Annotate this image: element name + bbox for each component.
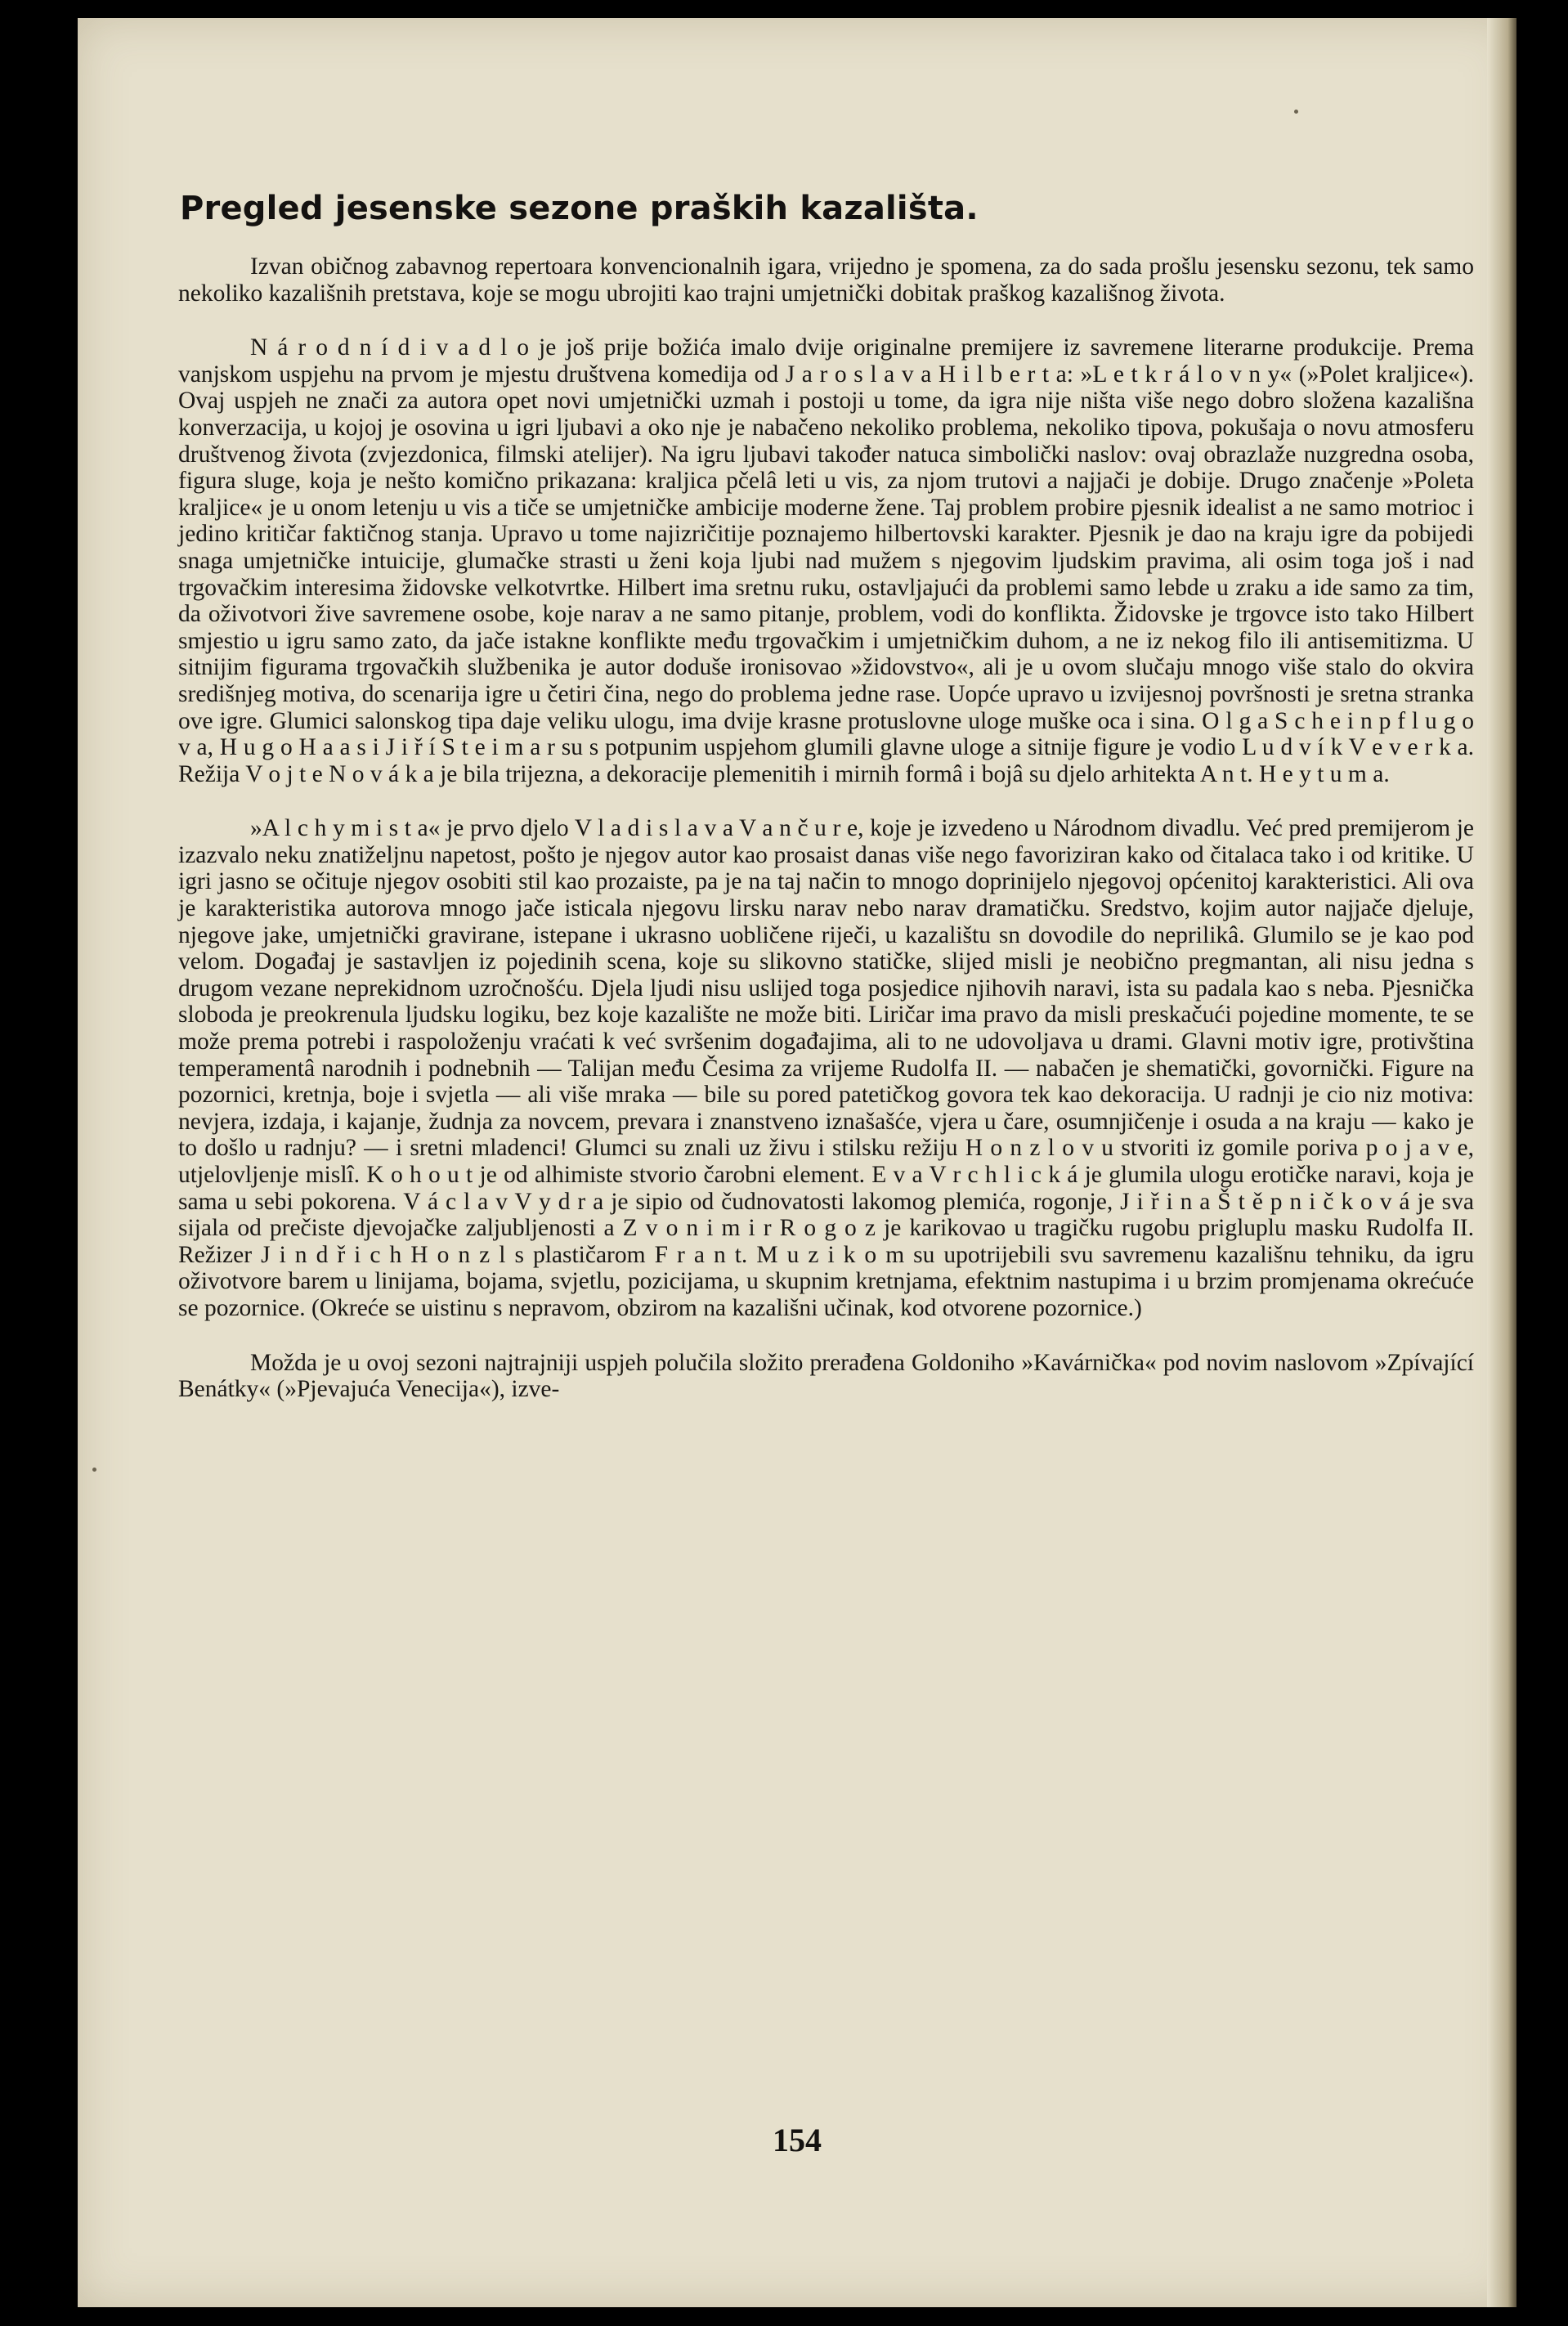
paragraph-intro: Izvan običnog zabavnog repertoara konvencionalnih igara, vrijedno je spomena, za do sada prošlu jesensku sezonu, tek samo nekoliko kazališnih pretstava, koje se mogu ubrojiti kao trajni umjetnički dobitak praškog kazališnog života. xyxy=(178,253,1474,307)
page-spine-shadow xyxy=(1487,18,1516,2307)
article-body xyxy=(178,253,1474,1403)
paragraph-alchymista: »A l c h y m i s t a« je prvo djelo V l a d i s l a v a V a n č u r e, koje je izvedeno u Národnom divadlu. Već pred premijerom je izazvalo neku znatiželjnu napetost, pošto je njegov autor kao prosaist danas više nego favoriziran kako od čitalaca tako i od kritike. U igri jasno se očituje njegov osobiti stil kao prozaiste, pa je na taj način to mnogo doprinijelo njegovoj općenitoj karakteristici. Ali ova je karakteristika autorova mnogo jače isticala njegovu lirsku narav nebo narav dramatičku. Sredstvo, kojim autor najjače djeluje, njegove jake, umjetnički gravirane, istepane i ukrasno uobličene riječi, u kazalištu sn dovodile do neprilikâ. Glumilo se je kao pod velom. Događaj je sastavljen iz pojedinih scena, koje su slikovno statičke, slijed misli je neobično pregmantan, ali nisu jedna s drugom vezane neprekidnom uzročnošću. Djela ljudi nisu uslijed toga posjedice njihovih naravi, ista su padala kao s neba. Pjesnička sloboda je preokrenula ljudsku logiku, bez koje kazalište ne može biti. Liričar ima pravo da misli preskačući pojedine momente, te se može prema potrebi i raspoloženju vraćati k već svršenim događajima, ali to ne udovoljava u drami. Glavni motiv igre, protivština temperamentâ narodnih i podnebnih — Talijan među Česima za vrijeme Rudolfa II. — nabačen je shematički, govornički. Figure na pozornici, kretnja, boje i svjetla — ali više mraka — bile su pored patetičkog govora tek kao dekoracija. U radnji je cio niz motiva: nevjera, izdaja, i kajanje, žudnja za novcem, prevara i znanstveno iznašašće, vjera u čare, osumnjičenje i osuda a na kraju — kako je to došlo u radnju? — i sretni mladenci! Glumci su znali uz živu i stilsku režiju H o n z l o v u stvoriti iz gomile poriva p o j a v e, utjelovljenje mislî. K o h o u t je od alhimiste stvorio čarobni element. E v a V r c h l i c k á je glumila ulogu erotičke naravi, koja je sama u sebi pokorena. V á c l a v V y d r a je sipio od čudnovatosti lakomog plemića, rogonje, J i ř i n a Š t ě p n i č k o v á je sva sijala od prečiste djevojačke zaljubljenosti a Z v o n i m i r R o g o z je karikovao u tragičku rugobu prigluplu masku Rudolfa II. Režizer J i n d ř i c h H o n z l s plastičarom F r a n t. M u z i k o m su upotrijebili svu savremenu kazališnu tehniku, da igru oživotvore barem u linijama, bojama, svjetlu, pozicijama, u skupnim kretnjama, efektnim nastupima i u brzim promjenama okrećuće se pozornice. (Okreće se uistinu s nepravom, obzirom na kazališni učinak, kod otvorene pozornice.) xyxy=(178,815,1474,1321)
paragraph-goldoni: Možda je u ovoj sezoni najtrajniji uspjeh polučila složito prerađena Goldoniho »Kavárnička« pod novim naslovom »Zpívající Benátky« (»Pjevajuća Venecija«), izve- xyxy=(178,1349,1474,1403)
book-page xyxy=(78,18,1516,2307)
paragraph-narodni-divadlo: N á r o d n í d i v a d l o je još prije božića imalo dvije originalne premijere iz savremene literarne produkcije. Prema vanjskom uspjehu na prvom je mjestu društvena komedija od J a r o s l a v a H i l b e r t a: »L e t k r á l o v n y« (»Polet kraljice«). Ovaj uspjeh ne znači za autora opet novi umjetnički uzmah i postoji u tome, da igra nije ništa više nego dobro složena kazališna konverzacija, u kojoj je osovina u igri ljubavi a oko nje je nabačeno nekoliko problema, nekoliko tipova, pokušaja o novu atmosferu društvenog života (zvjezdonica, filmski atelijer). Na igru ljubavi također natuca simbolički naslov: ovaj obrazlaže nuzgredna osoba, figura sluge, koja je nešto komično prikazana: kraljica pčelâ leti u vis, za njom trutovi a najjači je dobije. Drugo značenje »Poleta kraljice« je u onom letenju u vis a tiče se umjetničke ambicije moderne žene. Taj problem probire pjesnik idealist a ne samo motrioc i jedino kritičar faktičnog stanja. Upravo u tome najizričitije poznajemo hilbertovski karakter. Pjesnik je dao na kraju igre da pobijedi snaga umjetničke intuicije, glumačke strasti u ženi koja ljubi nad mužem s njegovim ljudskim pravima, ali osim toga još i nad trgovačkim interesima židovske velkotvrtke. Hilbert ima sretnu ruku, ostavljajući da problemi samo lebde u zraku a ide samo za tim, da oživotvori žive savremene osobe, koje narav a ne samo pitanje, problem, vodi do konflikta. Židovske je trgovce isto tako Hilbert smjestio u igru samo zato, da jače istakne konflikte među trgovačkim i umjetničkim duhom, a ne iz nekog filo ili antisemitizma. U sitnijim figurama trgovačkih službenika je autor doduše ironisovao »židovstvo«, ali je u ovom slučaju mnogo više stalo do okvira središnjeg motiva, do scenarija igre u četiri čina, nego do problema jedne rase. Uopće upravo u izvijesnoj površnosti je sretna stranka ove igre. Glumici salonskog tipa daje veliku ulogu, ima dvije krasne protuslovne uloge muške oca i sina. O l g a S c h e i n p f l u g o v a, H u g o H a a s i J i ř í S t e i m a r su s potpunim uspjehom glumili glavne uloge a sitnije figure je vodio L u d v í k V e v e r k a. Režija V o j t e N o v á k a je bila trijezna, a dekoracije plemenitih i mirnih formâ i bojâ su djelo arhitekta A n t. H e y t u m a. xyxy=(178,334,1474,787)
article-title: Pregled jesenske sezone praških kazališta. xyxy=(180,190,979,227)
page-number: 154 xyxy=(773,2122,822,2158)
paper-speck xyxy=(92,1468,96,1472)
paper-speck xyxy=(1294,110,1298,114)
